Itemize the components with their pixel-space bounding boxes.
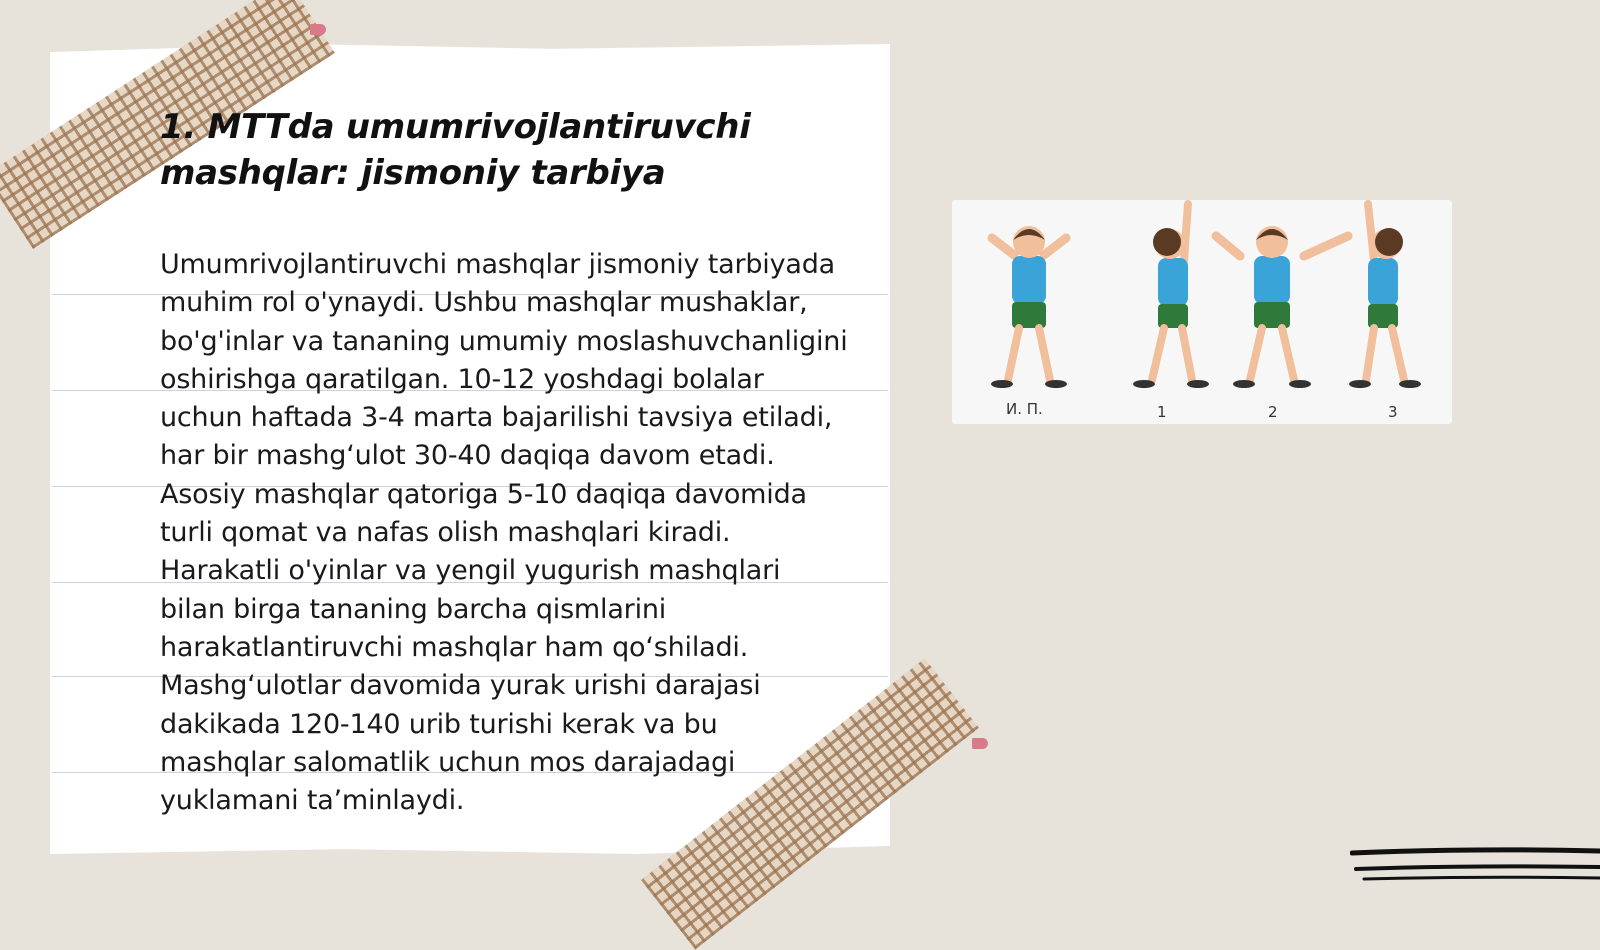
figure-label-start: И. П. — [1006, 400, 1043, 418]
slide-body-text: Umumrivojlantiruvchi mashqlar jismoniy tarbiyada muhim rol o'ynaydi. Ushbu mashqlar mushaklar, bo'g'inlar va tananing umumiy moslashuvchanligini oshirishga qaratilgan. 10-12 yoshdagi bolalar uchun haftada 3-4 marta bajarilishi tavsiya etiladi, har bir mashg‘ulot 30-40 daqiqa davom etadi. Asosiy mashqlar qatoriga 5-10 daqiqa davomida turli qomat va nafas olish mashqlari kiradi. Harakatli o'yinlar va yengil yugurish mashqlari bilan birga tananing barcha qismlarini harakatlantiruvchi mashqlar ham qo‘shiladi. Mashg‘ulotlar davomida yurak urishi darajasi dakikada 120-140 urib turishi kerak va bu mashqlar salomatlik uchun mos darajadagi yuklamani ta’minlaydi. — [160, 249, 848, 817]
tape-pin — [310, 24, 326, 35]
brush-stroke-decoration — [1350, 845, 1600, 890]
child-figure-2 — [1216, 226, 1348, 388]
figure-label-3: 3 — [1388, 403, 1398, 421]
figure-label-2: 2 — [1268, 403, 1278, 421]
child-figure-1 — [1133, 204, 1209, 388]
slide-title: 1. MTTda umumrivojlantiruvchi mashqlar: jismoniy tarbiya — [160, 107, 751, 193]
exercise-illustration — [952, 200, 1452, 424]
figure-label-1: 1 — [1157, 403, 1167, 421]
child-figure-start — [991, 226, 1067, 388]
exercise-figures — [952, 200, 1452, 424]
child-figure-3 — [1349, 204, 1421, 388]
tape-pin — [972, 738, 988, 749]
